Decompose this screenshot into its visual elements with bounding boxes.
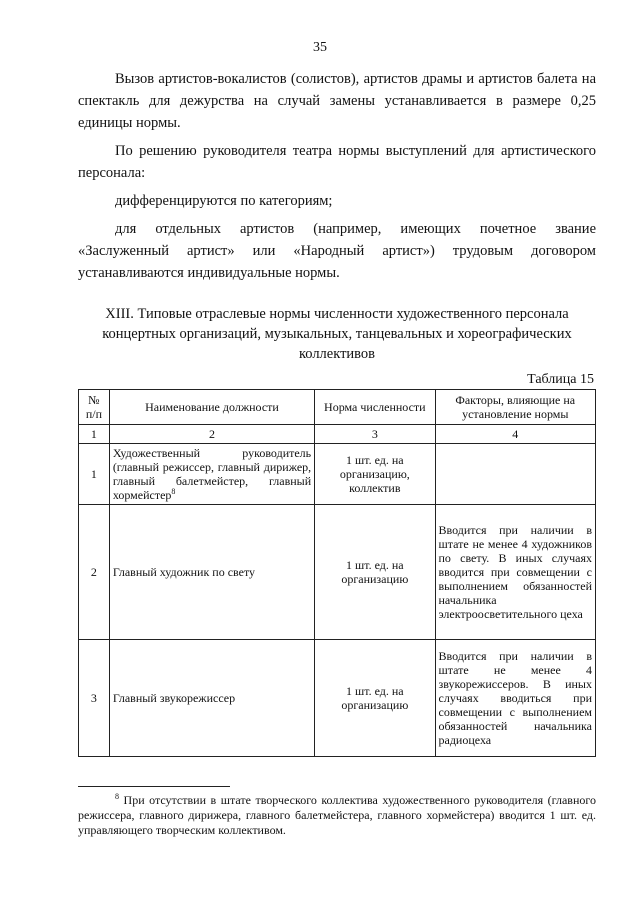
column-number: 1 (79, 425, 110, 444)
paragraph: дифференцируются по категориям; (115, 193, 333, 209)
column-number: 3 (315, 425, 435, 444)
row-norm: 1 шт. ед. на организацию (315, 505, 435, 640)
table-caption: Таблица 15 (527, 372, 594, 387)
table-row (79, 640, 596, 757)
column-number: 2 (109, 425, 314, 444)
header-factors: Факторы, влияющие на установление нормы (435, 390, 596, 425)
row-name: Главный художник по свету (109, 505, 314, 640)
paragraph: Вызов артистов-вокалистов (солистов), артистов драмы и артистов балета на спектакль для дежурства на случай замены устанавливается в размере 0,25 единицы нормы. (78, 71, 596, 131)
row-factors: Вводится при наличии в штате не менее 4 звукорежиссеров. В иных случаях вводиться при совмещении с выполнением обязанностей начальника радиоцеха (435, 640, 596, 757)
body-text-block (78, 68, 596, 290)
footnote-text: При отсутствии в штате творческого коллектива художественного руководителя (главного режиссера, главного дирижера, главного балетмейстера, главного хормейстера) вводится 1 шт. ед. управляющего творческим коллективом. (78, 793, 596, 837)
row-name: Главный звукорежиссер (109, 640, 314, 757)
paragraph: По решению руководителя театра нормы выступлений для артистического персонала: (78, 143, 596, 181)
paragraph: для отдельных артистов (например, имеющих почетное звание «Заслуженный артист» или «Народный артист») трудовым договором устанавливаются индивидуальные нормы. (78, 221, 596, 281)
footnote-divider (78, 786, 230, 787)
row-norm: 1 шт. ед. на организацию, коллектив (315, 444, 435, 505)
header-num: № п/п (79, 390, 110, 425)
footnote-ref: 8 (171, 487, 176, 496)
row-name (109, 444, 314, 505)
row-num: 1 (79, 444, 110, 505)
table-row (79, 505, 596, 640)
column-number-row (79, 425, 596, 444)
column-number: 4 (435, 425, 596, 444)
footnote-marker: 8 (115, 792, 119, 801)
header-name: Наименование должности (109, 390, 314, 425)
row-name-text: Художественный руководитель (главный режиссер, главный дирижер, главный балетмейстер, главный хормейстер (112, 446, 312, 502)
footnote (78, 793, 596, 838)
row-num: 3 (79, 640, 110, 757)
page-number: 35 (313, 40, 327, 55)
table-header-row (79, 390, 596, 425)
table-row (79, 444, 596, 505)
row-factors (435, 444, 596, 505)
row-num: 2 (79, 505, 110, 640)
row-norm: 1 шт. ед. на организацию (315, 640, 435, 757)
row-factors: Вводится при наличии в штате не менее 4 художников по свету. В иных случаях вводится при совмещении с выполнением обязанностей начальника электроосветительного цеха (435, 505, 596, 640)
header-norm: Норма численности (315, 390, 435, 425)
section-title: XIII. Типовые отраслевые нормы численности художественного персонала концертных организаций, музыкальных, танцевальных и хореографических коллективов (102, 306, 572, 362)
norms-table (78, 389, 596, 757)
